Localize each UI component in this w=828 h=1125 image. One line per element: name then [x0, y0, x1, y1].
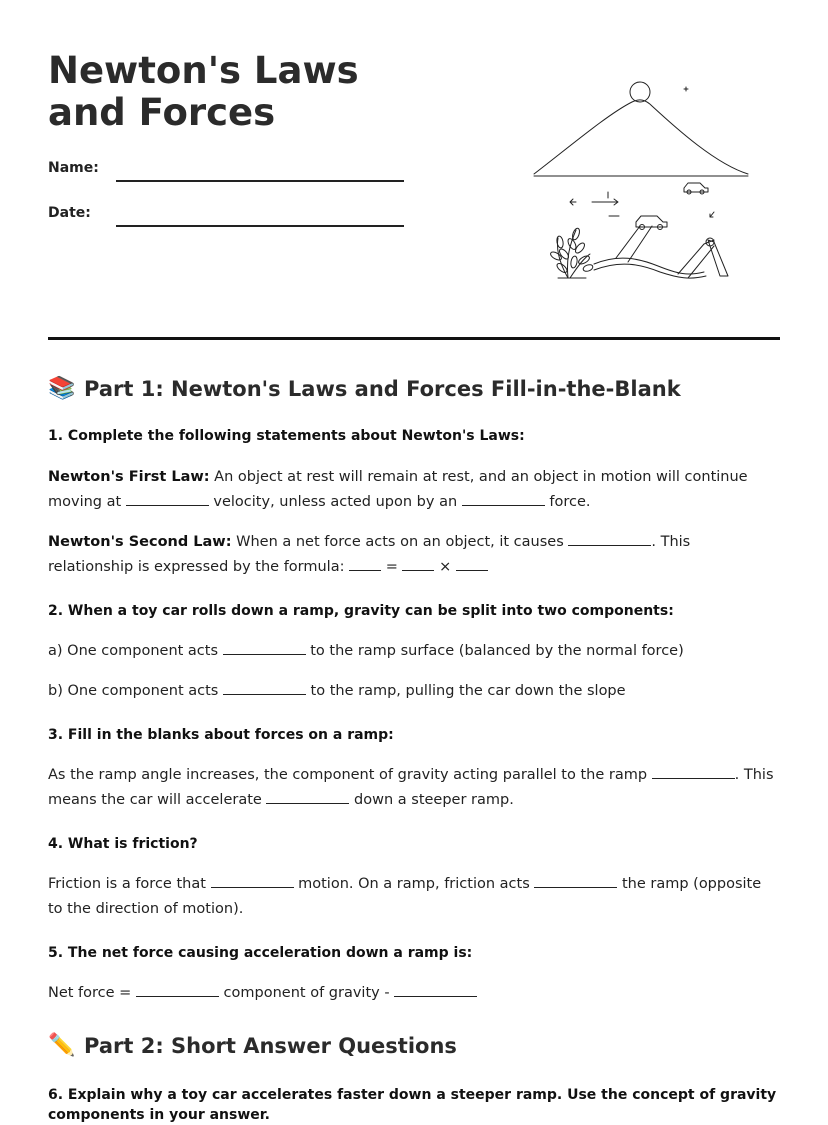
- part2-heading: [48, 1029, 780, 1063]
- q3-text-c: down a steeper ramp.: [349, 792, 514, 808]
- right-arrow-icon: [592, 199, 618, 205]
- diagonal-arrow-icon: [710, 212, 714, 217]
- left-arrow-icon: [570, 199, 576, 205]
- question-6: 6. Explain why a toy car accelerates faster down a steeper ramp. Use the concept of gravity components in your answer.: [48, 1087, 777, 1123]
- q4-text-a: Friction is a force that: [48, 876, 211, 892]
- question-5: 5. The net force causing acceleration down a ramp is:: [48, 945, 473, 961]
- q2b-text-a: b) One component acts: [48, 683, 223, 699]
- second-law-paragraph: [48, 530, 780, 580]
- answer-blank[interactable]: [652, 764, 735, 779]
- question-2a: [48, 639, 780, 664]
- question-4: 4. What is friction?: [48, 836, 198, 852]
- ball-icon: [630, 82, 650, 102]
- first-law-text-a: An object at rest will remain at rest, and an object in motion will continue moving at: [48, 469, 748, 510]
- hill-outline: [534, 100, 748, 174]
- answer-blank[interactable]: [223, 640, 306, 655]
- second-law-text-a: When a net force acts on an object, it causes: [231, 534, 569, 550]
- first-law-label: Newton's First Law:: [48, 469, 210, 485]
- question-3-paragraph: [48, 763, 780, 813]
- q2a-text-a: a) One component acts: [48, 643, 223, 659]
- answer-blank[interactable]: [126, 491, 209, 506]
- name-label: Name:: [48, 160, 99, 176]
- answer-blank[interactable]: [568, 531, 651, 546]
- pencil-icon: ✏️: [48, 1033, 76, 1058]
- question-2b: [48, 679, 780, 704]
- first-law-paragraph: [48, 465, 780, 515]
- q5-text-b: component of gravity -: [218, 985, 395, 1001]
- answer-blank[interactable]: [223, 680, 306, 695]
- second-law-text-b: . This relationship is expressed by the formula:: [48, 534, 691, 575]
- answer-blank[interactable]: [456, 556, 488, 571]
- part1-heading: [48, 372, 780, 406]
- plant-icon: [549, 227, 593, 278]
- q5-text-a: Net force =: [48, 985, 136, 1001]
- part2-heading-text: Part 2: Short Answer Questions: [84, 1034, 457, 1058]
- answer-blank[interactable]: [266, 789, 349, 804]
- question-3: 3. Fill in the blanks about forces on a ramp:: [48, 727, 394, 743]
- question-1: 1. Complete the following statements about Newton's Laws:: [48, 428, 525, 444]
- question-2: 2. When a toy car rolls down a ramp, gravity can be split into two components:: [48, 603, 674, 619]
- question-5-paragraph: [48, 981, 780, 1006]
- second-law-label: Newton's Second Law:: [48, 534, 232, 550]
- times-sign: ×: [434, 559, 456, 575]
- ramp-illustration: [528, 78, 752, 288]
- date-label: Date:: [48, 205, 91, 221]
- q3-text-b: . This means the car will accelerate: [48, 767, 774, 808]
- answer-blank[interactable]: [402, 556, 434, 571]
- books-icon: 📚: [48, 376, 76, 401]
- answer-blank[interactable]: [349, 556, 381, 571]
- answer-blank[interactable]: [211, 873, 294, 888]
- q4-text-b: motion. On a ramp, friction acts: [293, 876, 535, 892]
- date-field[interactable]: [116, 225, 404, 227]
- q2a-text-b: to the ramp surface (balanced by the normal force): [305, 643, 684, 659]
- answer-blank[interactable]: [534, 873, 617, 888]
- name-field[interactable]: [116, 180, 404, 182]
- q2b-text-b: to the ramp, pulling the car down the slope: [305, 683, 626, 699]
- first-law-text-c: force.: [544, 494, 591, 510]
- answer-blank[interactable]: [136, 982, 219, 997]
- question-4-paragraph: [48, 872, 780, 922]
- q4-text-c: the ramp (opposite to the direction of motion).: [48, 876, 762, 917]
- part1-heading-text: Part 1: Newton's Laws and Forces Fill-in-the-Blank: [84, 377, 681, 401]
- answer-blank[interactable]: [462, 491, 545, 506]
- answer-blank[interactable]: [394, 982, 477, 997]
- first-law-text-b: velocity, unless acted upon by an: [208, 494, 462, 510]
- page-title: Newton's Laws and Forces: [48, 49, 359, 134]
- section-divider: [48, 337, 780, 340]
- equals-sign: =: [381, 559, 403, 575]
- q3-text-a: As the ramp angle increases, the component of gravity acting parallel to the ramp: [48, 767, 652, 783]
